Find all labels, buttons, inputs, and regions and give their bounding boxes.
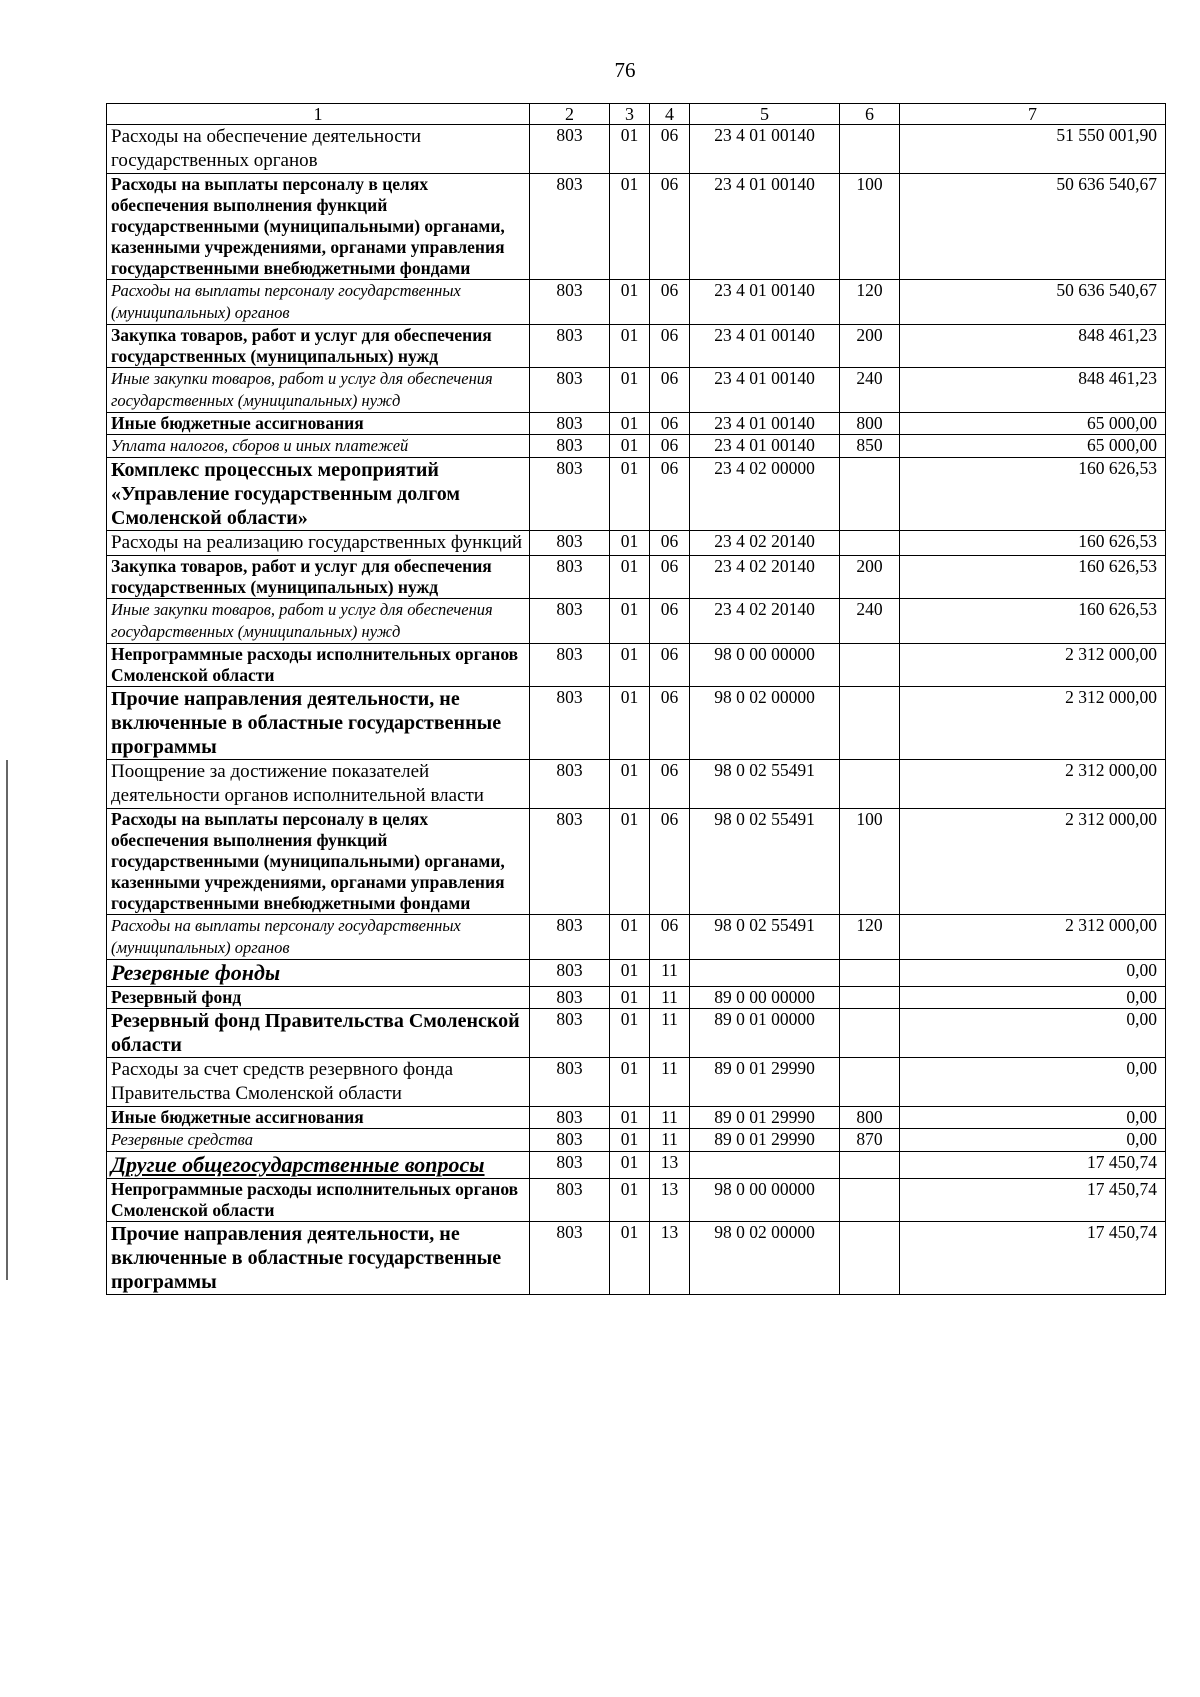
- target-article-cell: 98 0 02 55491: [690, 760, 840, 809]
- row-name-cell: Иные закупки товаров, работ и услуг для обеспечения государственных (муниципальных) нужд: [107, 368, 530, 413]
- admin-code-cell: 803: [530, 368, 610, 413]
- section-code-cell: 01: [610, 687, 650, 760]
- section-code-cell: 01: [610, 125, 650, 174]
- expense-type-cell: [840, 1152, 900, 1179]
- admin-code-cell: 803: [530, 174, 610, 280]
- admin-code-cell: 803: [530, 1152, 610, 1179]
- section-code-cell: 01: [610, 556, 650, 599]
- table-row: [107, 368, 1166, 413]
- expense-type-cell: 800: [840, 413, 900, 435]
- expense-type-cell: 240: [840, 368, 900, 413]
- expense-type-cell: [840, 1009, 900, 1058]
- target-article-cell: 23 4 01 00140: [690, 368, 840, 413]
- amount-cell: 160 626,53: [900, 531, 1166, 556]
- subsection-code-cell: 06: [650, 458, 690, 531]
- section-code-cell: 01: [610, 1129, 650, 1152]
- row-name-cell: Расходы на выплаты персоналу государственных (муниципальных) органов: [107, 280, 530, 325]
- table-row: [107, 915, 1166, 960]
- expense-type-cell: [840, 687, 900, 760]
- subsection-code-cell: 06: [650, 760, 690, 809]
- target-article-cell: 23 4 02 00000: [690, 458, 840, 531]
- table-row: [107, 174, 1166, 280]
- table-row: [107, 458, 1166, 531]
- subsection-code-cell: 11: [650, 1107, 690, 1129]
- subsection-code-cell: 06: [650, 125, 690, 174]
- amount-cell: 50 636 540,67: [900, 280, 1166, 325]
- row-name-cell: Непрограммные расходы исполнительных органов Смоленской области: [107, 644, 530, 687]
- table-row: [107, 435, 1166, 458]
- section-code-cell: 01: [610, 1107, 650, 1129]
- target-article-cell: 98 0 02 55491: [690, 809, 840, 915]
- table-row: [107, 987, 1166, 1009]
- expense-type-cell: 200: [840, 325, 900, 368]
- header-cell: 3: [610, 104, 650, 125]
- admin-code-cell: 803: [530, 125, 610, 174]
- amount-cell: 0,00: [900, 1107, 1166, 1129]
- subsection-code-cell: 13: [650, 1222, 690, 1295]
- table-row: [107, 125, 1166, 174]
- target-article-cell: 89 0 01 29990: [690, 1058, 840, 1107]
- row-name-cell: Расходы на обеспечение деятельности государственных органов: [107, 125, 530, 174]
- row-name-cell: Уплата налогов, сборов и иных платежей: [107, 435, 530, 458]
- row-name-cell: Расходы на выплаты персоналу в целях обеспечения выполнения функций государственными (муниципальными) органами, казенными учреждениями, органами управления государственными внебюджетными фондами: [107, 174, 530, 280]
- amount-cell: 848 461,23: [900, 368, 1166, 413]
- row-name-cell: Комплекс процессных мероприятий «Управление государственным долгом Смоленской области»: [107, 458, 530, 531]
- expense-type-cell: [840, 760, 900, 809]
- admin-code-cell: 803: [530, 435, 610, 458]
- admin-code-cell: 803: [530, 1058, 610, 1107]
- row-name-cell: Прочие направления деятельности, не включенные в областные государственные программы: [107, 687, 530, 760]
- target-article-cell: 89 0 01 29990: [690, 1107, 840, 1129]
- subsection-code-cell: 11: [650, 1058, 690, 1107]
- expense-type-cell: [840, 1179, 900, 1222]
- expense-type-cell: 850: [840, 435, 900, 458]
- subsection-code-cell: 06: [650, 435, 690, 458]
- admin-code-cell: 803: [530, 599, 610, 644]
- section-code-cell: 01: [610, 1009, 650, 1058]
- target-article-cell: 23 4 01 00140: [690, 413, 840, 435]
- table-row: [107, 531, 1166, 556]
- target-article-cell: 23 4 02 20140: [690, 531, 840, 556]
- subsection-code-cell: 06: [650, 556, 690, 599]
- subsection-code-cell: 06: [650, 531, 690, 556]
- admin-code-cell: 803: [530, 280, 610, 325]
- header-cell: 7: [900, 104, 1166, 125]
- table-row: [107, 760, 1166, 809]
- subsection-code-cell: 06: [650, 687, 690, 760]
- admin-code-cell: 803: [530, 1009, 610, 1058]
- expense-type-cell: [840, 458, 900, 531]
- subsection-code-cell: 06: [650, 809, 690, 915]
- admin-code-cell: 803: [530, 960, 610, 987]
- table-row: [107, 809, 1166, 915]
- section-code-cell: 01: [610, 174, 650, 280]
- row-name-cell: Закупка товаров, работ и услуг для обеспечения государственных (муниципальных) нужд: [107, 556, 530, 599]
- amount-cell: 0,00: [900, 1009, 1166, 1058]
- expense-type-cell: [840, 644, 900, 687]
- subsection-code-cell: 06: [650, 280, 690, 325]
- table-row: [107, 556, 1166, 599]
- section-code-cell: 01: [610, 915, 650, 960]
- section-code-cell: 01: [610, 809, 650, 915]
- target-article-cell: [690, 1152, 840, 1179]
- subsection-code-cell: 06: [650, 413, 690, 435]
- amount-cell: 65 000,00: [900, 435, 1166, 458]
- amount-cell: 17 450,74: [900, 1152, 1166, 1179]
- subsection-code-cell: 11: [650, 960, 690, 987]
- subsection-code-cell: 13: [650, 1179, 690, 1222]
- table-row: [107, 1058, 1166, 1107]
- header-cell: 1: [107, 104, 530, 125]
- expense-type-cell: 100: [840, 809, 900, 915]
- table-row: [107, 687, 1166, 760]
- row-name-cell: Иные бюджетные ассигнования: [107, 1107, 530, 1129]
- expense-type-cell: 200: [840, 556, 900, 599]
- table-row: [107, 1009, 1166, 1058]
- table-row: [107, 1179, 1166, 1222]
- admin-code-cell: 803: [530, 687, 610, 760]
- amount-cell: 2 312 000,00: [900, 644, 1166, 687]
- section-code-cell: 01: [610, 1179, 650, 1222]
- admin-code-cell: 803: [530, 1129, 610, 1152]
- expense-type-cell: 870: [840, 1129, 900, 1152]
- section-code-cell: 01: [610, 960, 650, 987]
- expense-type-cell: [840, 987, 900, 1009]
- table-row: [107, 325, 1166, 368]
- expense-type-cell: [840, 531, 900, 556]
- subsection-code-cell: 06: [650, 915, 690, 960]
- subsection-code-cell: 06: [650, 368, 690, 413]
- subsection-code-cell: 06: [650, 174, 690, 280]
- admin-code-cell: 803: [530, 531, 610, 556]
- section-code-cell: 01: [610, 599, 650, 644]
- subsection-code-cell: 11: [650, 1129, 690, 1152]
- admin-code-cell: 803: [530, 915, 610, 960]
- header-cell: 2: [530, 104, 610, 125]
- amount-cell: 51 550 001,90: [900, 125, 1166, 174]
- table-row: [107, 960, 1166, 987]
- target-article-cell: 98 0 00 00000: [690, 644, 840, 687]
- row-name-cell: Резервный фонд: [107, 987, 530, 1009]
- expense-type-cell: 100: [840, 174, 900, 280]
- admin-code-cell: 803: [530, 413, 610, 435]
- row-name-cell: Расходы на выплаты персоналу государственных (муниципальных) органов: [107, 915, 530, 960]
- amount-cell: 2 312 000,00: [900, 687, 1166, 760]
- section-code-cell: 01: [610, 325, 650, 368]
- expense-type-cell: [840, 1058, 900, 1107]
- table-row: [107, 1129, 1166, 1152]
- target-article-cell: 89 0 01 00000: [690, 1009, 840, 1058]
- amount-cell: 0,00: [900, 960, 1166, 987]
- amount-cell: 50 636 540,67: [900, 174, 1166, 280]
- target-article-cell: 89 0 01 29990: [690, 1129, 840, 1152]
- table-row: [107, 1152, 1166, 1179]
- section-code-cell: 01: [610, 413, 650, 435]
- expense-type-cell: 800: [840, 1107, 900, 1129]
- target-article-cell: 23 4 01 00140: [690, 325, 840, 368]
- target-article-cell: 23 4 01 00140: [690, 125, 840, 174]
- subsection-code-cell: 06: [650, 599, 690, 644]
- table-row: [107, 599, 1166, 644]
- amount-cell: 0,00: [900, 1058, 1166, 1107]
- subsection-code-cell: 06: [650, 644, 690, 687]
- amount-cell: 160 626,53: [900, 458, 1166, 531]
- row-name-cell: Прочие направления деятельности, не включенные в областные государственные программы: [107, 1222, 530, 1295]
- amount-cell: 2 312 000,00: [900, 809, 1166, 915]
- target-article-cell: 23 4 01 00140: [690, 280, 840, 325]
- table-row: [107, 1222, 1166, 1295]
- amount-cell: 65 000,00: [900, 413, 1166, 435]
- section-code-cell: 01: [610, 280, 650, 325]
- row-name-cell: Закупка товаров, работ и услуг для обеспечения государственных (муниципальных) нужд: [107, 325, 530, 368]
- row-name-cell: Резервный фонд Правительства Смоленской области: [107, 1009, 530, 1058]
- expense-type-cell: [840, 125, 900, 174]
- row-name-cell: Непрограммные расходы исполнительных органов Смоленской области: [107, 1179, 530, 1222]
- table-row: [107, 644, 1166, 687]
- subsection-code-cell: 11: [650, 987, 690, 1009]
- row-name-cell: Иные бюджетные ассигнования: [107, 413, 530, 435]
- target-article-cell: 98 0 02 00000: [690, 687, 840, 760]
- target-article-cell: 23 4 01 00140: [690, 174, 840, 280]
- scan-margin-line: [6, 760, 8, 1280]
- row-name-cell: Поощрение за достижение показателей деятельности органов исполнительной власти: [107, 760, 530, 809]
- amount-cell: 2 312 000,00: [900, 915, 1166, 960]
- expense-type-cell: [840, 1222, 900, 1295]
- amount-cell: 0,00: [900, 987, 1166, 1009]
- table-row: [107, 1107, 1166, 1129]
- amount-cell: 2 312 000,00: [900, 760, 1166, 809]
- amount-cell: 160 626,53: [900, 556, 1166, 599]
- subsection-code-cell: 13: [650, 1152, 690, 1179]
- admin-code-cell: 803: [530, 556, 610, 599]
- header-cell: 5: [690, 104, 840, 125]
- target-article-cell: 98 0 02 55491: [690, 915, 840, 960]
- target-article-cell: 98 0 00 00000: [690, 1179, 840, 1222]
- row-name-cell: Иные закупки товаров, работ и услуг для обеспечения государственных (муниципальных) нужд: [107, 599, 530, 644]
- section-code-cell: 01: [610, 458, 650, 531]
- amount-cell: 0,00: [900, 1129, 1166, 1152]
- table-body: [107, 104, 1166, 1295]
- admin-code-cell: 803: [530, 1107, 610, 1129]
- amount-cell: 17 450,74: [900, 1222, 1166, 1295]
- admin-code-cell: 803: [530, 809, 610, 915]
- target-article-cell: 23 4 02 20140: [690, 599, 840, 644]
- expense-type-cell: [840, 960, 900, 987]
- amount-cell: 17 450,74: [900, 1179, 1166, 1222]
- table-row: [107, 280, 1166, 325]
- admin-code-cell: 803: [530, 1179, 610, 1222]
- target-article-cell: 89 0 00 00000: [690, 987, 840, 1009]
- row-name-cell: Расходы за счет средств резервного фонда Правительства Смоленской области: [107, 1058, 530, 1107]
- section-code-cell: 01: [610, 760, 650, 809]
- row-name-cell: Резервные средства: [107, 1129, 530, 1152]
- target-article-cell: [690, 960, 840, 987]
- target-article-cell: 23 4 01 00140: [690, 435, 840, 458]
- section-code-cell: 01: [610, 531, 650, 556]
- target-article-cell: 23 4 02 20140: [690, 556, 840, 599]
- target-article-cell: 98 0 02 00000: [690, 1222, 840, 1295]
- row-name-cell: Другие общегосударственные вопросы: [107, 1152, 530, 1179]
- budget-table: [106, 103, 1166, 1295]
- admin-code-cell: 803: [530, 760, 610, 809]
- amount-cell: 160 626,53: [900, 599, 1166, 644]
- table-row: [107, 413, 1166, 435]
- table-header-row: [107, 104, 1166, 125]
- row-name-cell: Резервные фонды: [107, 960, 530, 987]
- amount-cell: 848 461,23: [900, 325, 1166, 368]
- section-code-cell: 01: [610, 644, 650, 687]
- header-cell: 6: [840, 104, 900, 125]
- expense-type-cell: 240: [840, 599, 900, 644]
- admin-code-cell: 803: [530, 458, 610, 531]
- admin-code-cell: 803: [530, 325, 610, 368]
- subsection-code-cell: 11: [650, 1009, 690, 1058]
- expense-type-cell: 120: [840, 915, 900, 960]
- admin-code-cell: 803: [530, 987, 610, 1009]
- section-code-cell: 01: [610, 435, 650, 458]
- row-name-cell: Расходы на реализацию государственных функций: [107, 531, 530, 556]
- section-code-cell: 01: [610, 1222, 650, 1295]
- admin-code-cell: 803: [530, 644, 610, 687]
- section-code-cell: 01: [610, 368, 650, 413]
- subsection-code-cell: 06: [650, 325, 690, 368]
- row-name-cell: Расходы на выплаты персоналу в целях обеспечения выполнения функций государственными (муниципальными) органами, казенными учреждениями, органами управления государственными внебюджетными фондами: [107, 809, 530, 915]
- header-cell: 4: [650, 104, 690, 125]
- admin-code-cell: 803: [530, 1222, 610, 1295]
- section-code-cell: 01: [610, 1058, 650, 1107]
- expense-type-cell: 120: [840, 280, 900, 325]
- page-number: 76: [614, 58, 636, 82]
- section-code-cell: 01: [610, 987, 650, 1009]
- section-code-cell: 01: [610, 1152, 650, 1179]
